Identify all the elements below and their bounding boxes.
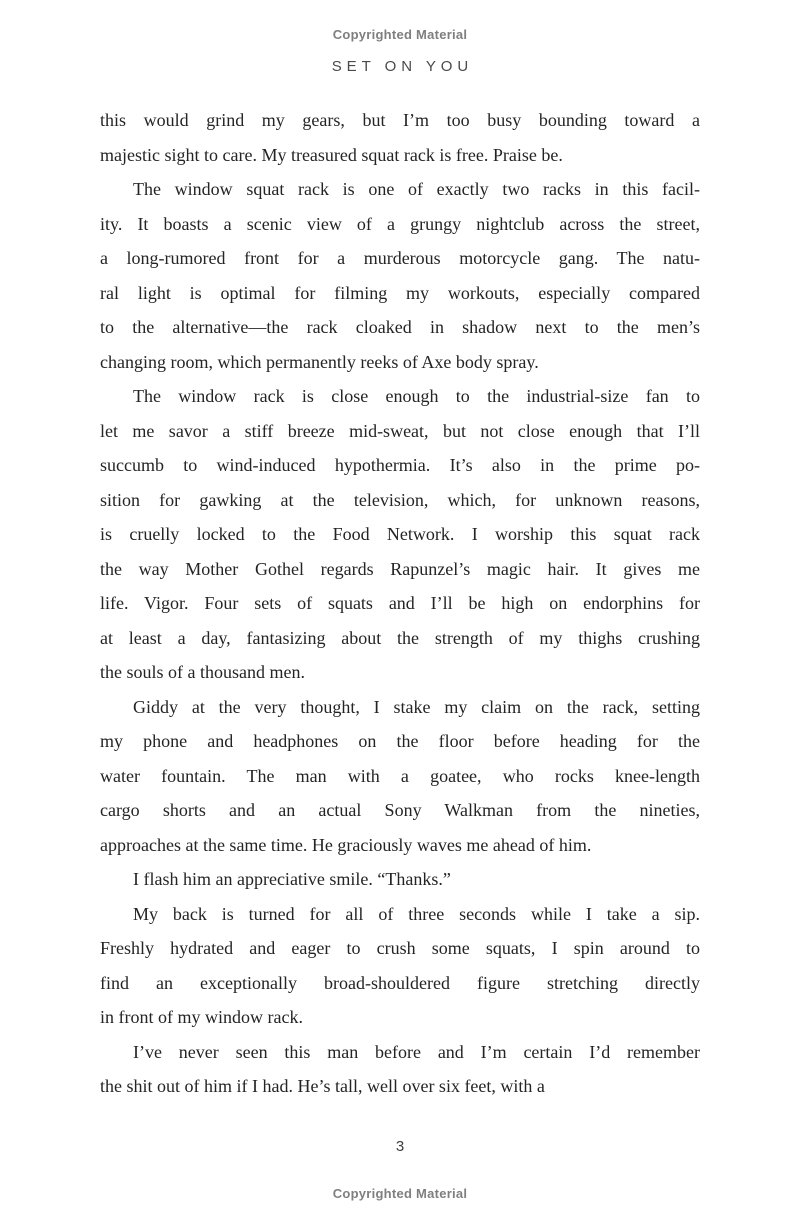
text-line: to the alternative—the rack cloaked in shadow next to the men’s xyxy=(100,317,700,337)
text-line: the shit out of him if I had. He’s tall, well over six feet, with a xyxy=(100,1076,545,1096)
page-number: 3 xyxy=(395,1138,405,1155)
text-line: majestic sight to care. My treasured squat rack is free. Praise be. xyxy=(100,144,563,165)
text-line: is cruelly locked to the Food Network. I worship this squat rack xyxy=(100,524,700,544)
text-line: at least a day, fantasizing about the strength of my thighs crushing xyxy=(100,627,700,648)
paragraph xyxy=(100,379,700,690)
paragraph xyxy=(100,897,700,1035)
text-line: let me savor a stiff breeze mid-sweat, but not close enough that I’ll xyxy=(100,420,700,441)
top-copyright-notice: Copyrighted Material xyxy=(332,27,468,42)
text-line: life. Vigor. Four sets of squats and I’ll be high on endorphins for xyxy=(100,593,700,613)
text-line: succumb to wind-induced hypothermia. It’s also in the prime po- xyxy=(100,455,700,475)
text-line: approaches at the same time. He graciously waves me ahead of him. xyxy=(100,834,592,855)
text-line: The window rack is close enough to the industrial-size fan to xyxy=(133,386,700,406)
text-line: ral light is optimal for filming my workouts, especially compared xyxy=(100,282,700,303)
text-line: this would grind my gears, but I’m too busy bounding toward a xyxy=(100,110,700,130)
paragraph xyxy=(100,690,700,863)
text-line: ity. It boasts a scenic view of a grungy nightclub across the street, xyxy=(100,213,700,234)
text-line: I flash him an appreciative smile. “Thanks.” xyxy=(133,869,451,889)
paragraph xyxy=(100,1035,700,1104)
bottom-copyright-notice: Copyrighted Material xyxy=(332,1186,468,1201)
page-body xyxy=(100,103,700,1104)
text-line: changing room, which permanently reeks of Axe body spray. xyxy=(100,351,539,372)
running-header-title: SET ON YOU xyxy=(331,58,474,75)
text-line: water fountain. The man with a goatee, who rocks knee-length xyxy=(100,765,700,786)
text-line: a long-rumored front for a murderous motorcycle gang. The natu- xyxy=(100,248,700,268)
text-line: find an exceptionally broad-shouldered figure stretching directly xyxy=(100,972,700,993)
text-line: sition for gawking at the television, which, for unknown reasons, xyxy=(100,489,700,510)
text-line: in front of my window rack. xyxy=(100,1007,303,1027)
text-line: my phone and headphones on the floor before heading for the xyxy=(100,731,700,751)
text-line: the way Mother Gothel regards Rapunzel’s magic hair. It gives me xyxy=(100,558,700,579)
text-line: Giddy at the very thought, I stake my claim on the rack, setting xyxy=(133,696,700,717)
paragraph xyxy=(100,172,700,379)
text-line: cargo shorts and an actual Sony Walkman from the nineties, xyxy=(100,800,700,820)
text-line: My back is turned for all of three seconds while I take a sip. xyxy=(133,903,700,924)
paragraph xyxy=(100,862,700,897)
text-line: Freshly hydrated and eager to crush some squats, I spin around to xyxy=(100,938,700,958)
text-line: the souls of a thousand men. xyxy=(100,662,305,682)
text-line: I’ve never seen this man before and I’m certain I’d remember xyxy=(133,1041,700,1062)
text-line: The window squat rack is one of exactly two racks in this facil- xyxy=(133,179,700,199)
paragraph xyxy=(100,103,700,172)
